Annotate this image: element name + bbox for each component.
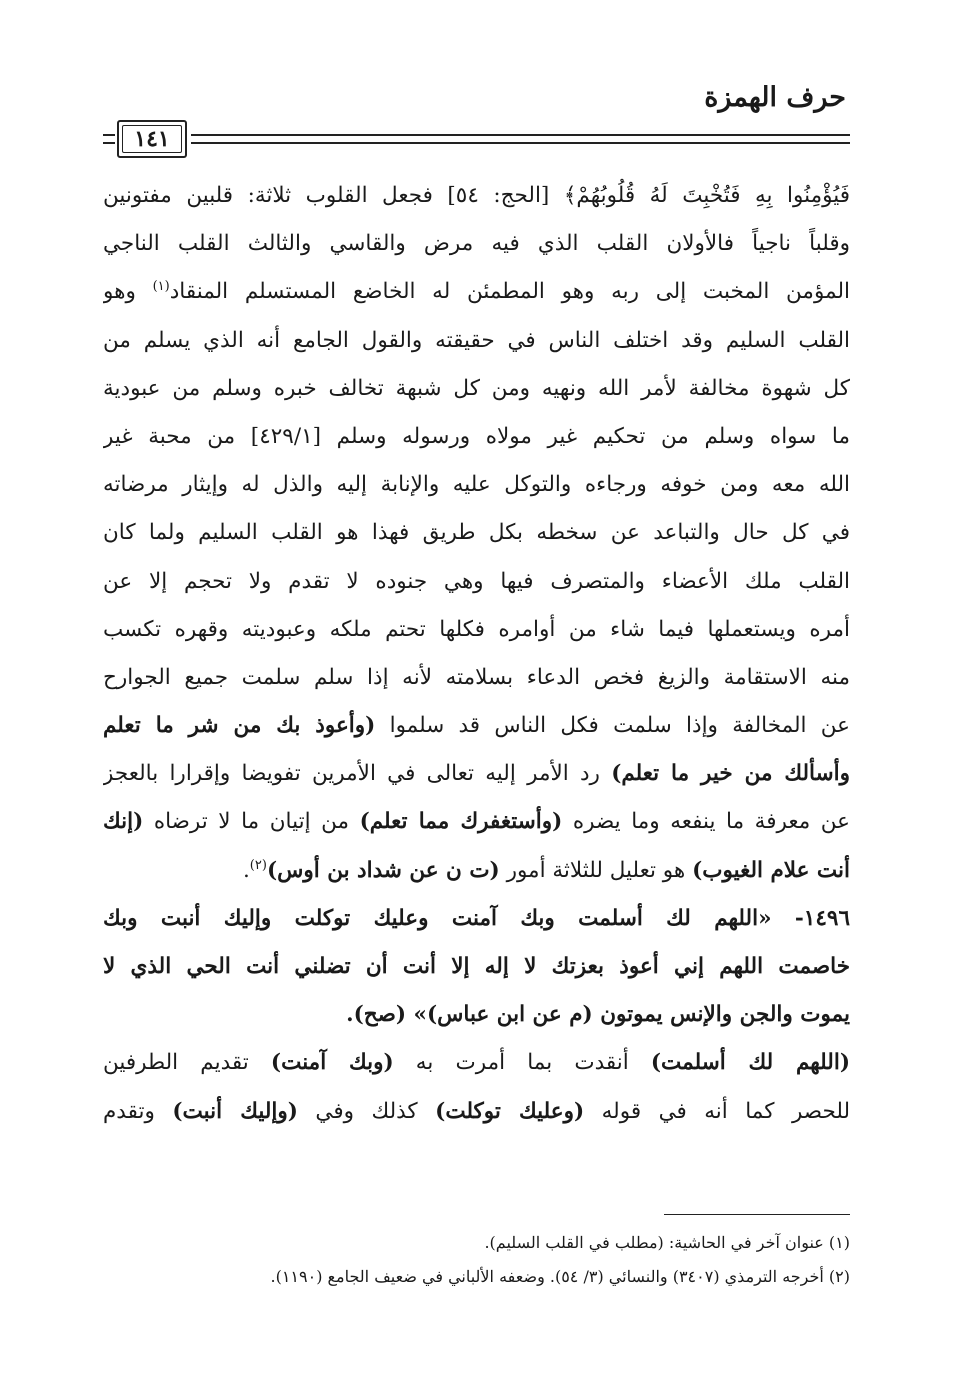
text-line: الله معه ومن خوفه ورجاءه والتوكل عليه والإنابة إليه والذل له وإيثار مرضاته — [103, 472, 850, 498]
text-line: كل شهوة مخالفة لأمر الله ونهيه ومن كل شبهة تخالف خبره وسلم من عبودية — [103, 375, 850, 401]
text-line: في كل حال والتباعد عن سخطه بكل طريق فهذا هو القلب السليم ولما كان — [103, 520, 850, 546]
text-line: المؤمن المخبت إلى ربه وهو المطمئن له الخاضع المستسلم المنقاد$^{(١)}$ وهو — [103, 279, 850, 305]
hadith-line: ١٤٩٦- «اللهم لك أسلمت وبك آمنت وعليك توكلت وإليك أنبت وبك — [103, 905, 850, 931]
text-line: منه الاستقامة والزيغ فخص الدعاء بسلامته لأنه إذا سلم سلمت جميع الجوارح — [103, 664, 850, 690]
text-line: فَيُؤْمِنُوا بِهِ فَتُخْبِتَ لَهُ قُلُوبُهُمْ﴾ [الحج: ٥٤] فجعل القلوب ثلاثة: قلبين مفتونين — [103, 183, 850, 208]
footnote: (١) عنوان آخر في الحاشية: (مطلب في القلب السليم). — [484, 1233, 850, 1252]
hadith-quote: (وعليك توكلت) — [435, 1098, 585, 1124]
text-line: ما سواه وسلم من تحكيم غير مولاه ورسوله وسلم [٤٢٩/١] من محبة غير — [103, 423, 850, 449]
header-rule — [103, 120, 850, 160]
hadith-quote: أنت علام الغيوب) — [692, 857, 850, 883]
hadith-quote: (اللهم لك أسلمت) — [650, 1050, 850, 1076]
rule-tail — [103, 134, 115, 144]
hadith-quote: (وإليك أنبت) — [172, 1098, 298, 1124]
text-line: القلب السليم وقد اختلف الناس في حقيقته والقول الجامع أنه الذي يسلم من — [103, 327, 850, 353]
hadith-line: خاصمت اللهم إني أعوذ بعزتك لا إله إلا أنت أن تضلني أنت الحي الذي لا — [103, 954, 850, 979]
text-line: أمره ويستعملها فيما شاء من أوامره فكلها تحتم ملكه وعبوديته وقهره تكسب — [103, 616, 850, 642]
footnote: (٢) أخرجه الترمذي (٣٤٠٧) والنسائي (٣/ ٥٤). وضعفه الألباني في ضعيف الجامع (١١٩٠). — [270, 1267, 850, 1286]
footnote-separator — [664, 1214, 850, 1215]
hadith-quote: (وأعوذ بك من شر ما تعلم — [103, 713, 376, 739]
footnote-ref: (١) — [152, 279, 170, 295]
text-line: للحصر كما أنه في قوله (وعليك توكلت) كذلك وفي (وإليك أنبت) وتقدم — [103, 1098, 850, 1124]
text-line: وأسألك من خير ما تعلم) رد الأمر إليه تعالى في الأمرين تفويضا وإقرارا بالعجز — [103, 761, 850, 787]
source-ref: (ت ن عن شداد بن أوس) — [266, 857, 500, 883]
hadith-quote: (وأستغفرك مما تعلم) — [359, 809, 563, 835]
main-text — [103, 172, 850, 1136]
text-line: عن المخالفة وإذا سلمت فكل الناس قد سلموا (وأعوذ بك من شر ما تعلم — [103, 713, 850, 739]
hadith-quote: وأسألك من خير ما تعلم) — [611, 761, 850, 787]
hadith-line: يموت والجن والإنس يموتون (م عن ابن عباس)» (صح). — [346, 1002, 850, 1028]
double-rule-line — [191, 134, 850, 144]
text-line: أنت علام الغيوب) هو تعليل للثلاثة أمور (ت ن عن شداد بن أوس)$^{(٢)}$. — [242, 857, 850, 883]
footnotes — [103, 1226, 850, 1294]
text-line: (اللهم لك أسلمت) أنقدت بما أمرت به (وبك آمنت) تقديم الطرفين — [103, 1050, 850, 1076]
text-line: وقلباً ناجياً فالأولان القلب الذي فيه مرض والقاسي والثالث القلب الناجي — [103, 231, 850, 257]
text-line: عن معرفة ما ينفعه وما يضره (وأستغفرك مما تعلم) من إتيان ما لا ترضاه (إنك — [103, 809, 850, 835]
hadith-quote: (وبك آمنت) — [270, 1050, 394, 1076]
running-title: حرف الهمزة — [704, 82, 846, 113]
page-number-frame — [117, 120, 187, 158]
page-number: ١٤١ — [134, 126, 170, 152]
hadith-quote: (إنك — [103, 809, 144, 835]
text-line: القلب ملك الأعضاء والمتصرف فيها وهي جنوده لا تقدم ولا تحجم إلا عن — [103, 568, 850, 594]
footnote-ref: (٢) — [249, 857, 267, 873]
